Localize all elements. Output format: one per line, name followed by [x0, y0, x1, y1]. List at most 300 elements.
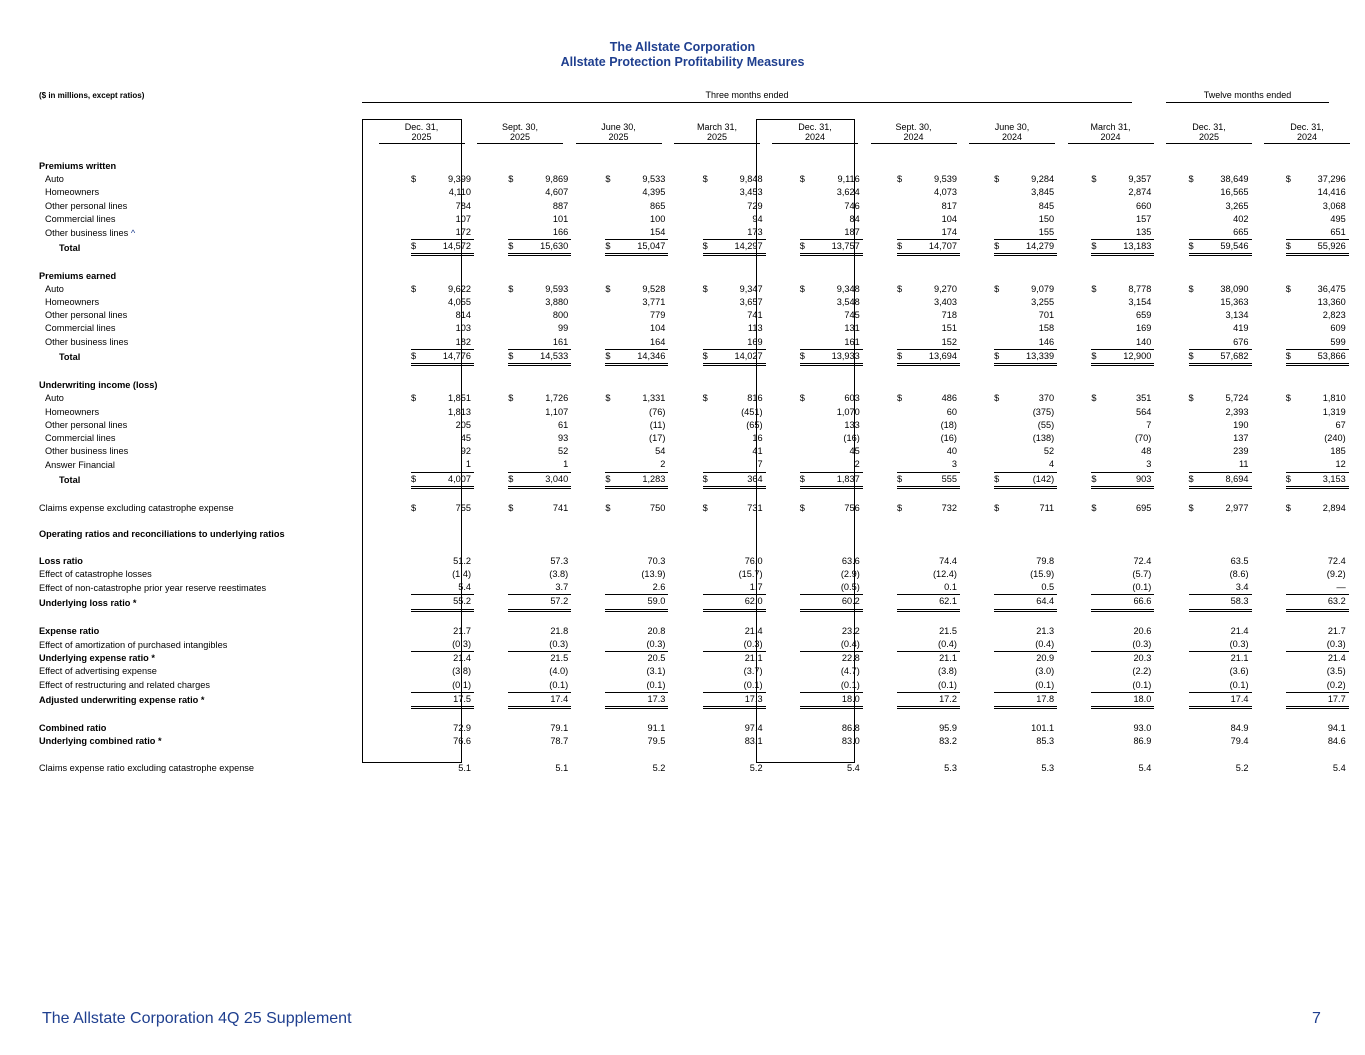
row-label-text: Other business lines	[45, 446, 129, 457]
value-cell	[976, 679, 1073, 693]
value-text: 164	[650, 336, 666, 347]
value-cell	[393, 722, 490, 735]
row-label	[36, 693, 393, 709]
dollar-sign	[703, 762, 713, 775]
value-cell	[1171, 542, 1268, 555]
value-cell	[393, 366, 490, 379]
value-text: 9,622	[448, 283, 472, 294]
dollar-sign	[508, 693, 518, 706]
dollar-sign	[605, 652, 615, 665]
dollar-sign	[411, 722, 421, 735]
value-cell	[685, 568, 782, 581]
value-cell	[587, 458, 684, 472]
value-text: 20.6	[1133, 625, 1152, 636]
value-cell	[685, 555, 782, 568]
value-text: 800	[552, 310, 569, 321]
value-cell	[976, 652, 1073, 665]
dollar-sign	[994, 638, 1004, 651]
value-cell	[782, 445, 879, 458]
value-cell	[976, 693, 1073, 709]
value-cell	[587, 336, 684, 350]
value-text: 750	[650, 503, 666, 514]
dollar-sign: $	[896, 283, 903, 294]
dollar-sign	[1091, 200, 1101, 213]
column-header-year: 2025	[608, 132, 629, 142]
value-text: 83.1	[744, 736, 763, 747]
dollar-sign	[1189, 735, 1199, 748]
value-text: (18)	[940, 419, 957, 430]
row-label	[36, 160, 393, 173]
dollar-sign	[703, 568, 713, 581]
dollar-sign	[994, 679, 1004, 692]
table-row	[36, 735, 1365, 748]
row-label-text: Operating ratios and reconciliations to underlying ratios	[39, 529, 285, 540]
column-header-line: Sept. 30,	[895, 122, 932, 132]
value-text: 107	[455, 213, 472, 224]
value-cell	[1073, 296, 1170, 309]
value-text: 1	[465, 459, 472, 470]
value-cell	[587, 638, 684, 652]
value-cell	[1268, 595, 1365, 611]
value-cell	[1171, 489, 1268, 502]
dollar-sign	[1189, 693, 1199, 706]
value-cell	[879, 336, 976, 350]
value-text: (0.1)	[646, 679, 666, 690]
value-text: 8,694	[1225, 473, 1249, 484]
value-cell	[1073, 366, 1170, 379]
dollar-sign	[897, 458, 907, 471]
value-text: 169	[747, 336, 763, 347]
value-text: 2	[660, 459, 666, 470]
value-text: 161	[552, 336, 569, 347]
value-cell	[685, 309, 782, 322]
row-label	[36, 568, 393, 581]
dollar-sign	[994, 336, 1004, 349]
value-cell	[393, 379, 490, 392]
dollar-sign	[1286, 652, 1296, 665]
value-cell	[879, 502, 976, 515]
dollar-sign	[411, 555, 421, 568]
value-text: 60.2	[841, 596, 860, 607]
row-label-text: Auto	[45, 283, 64, 294]
dollar-sign	[411, 445, 421, 458]
row-label-text: Effect of amortization of purchased intangibles	[39, 639, 228, 650]
dollar-sign	[897, 419, 907, 432]
value-cell	[587, 445, 684, 458]
value-text: 660	[1135, 200, 1152, 211]
value-cell	[490, 693, 587, 709]
value-cell	[490, 709, 587, 722]
dollar-sign: $	[1285, 350, 1291, 361]
dollar-sign	[508, 595, 518, 608]
dollar-sign	[1286, 762, 1296, 775]
value-cell	[685, 256, 782, 269]
dollar-sign	[1286, 555, 1296, 568]
dollar-sign	[411, 679, 421, 692]
value-cell	[976, 379, 1073, 392]
value-text: 14,279	[1026, 241, 1055, 252]
spacer-row	[36, 489, 1365, 502]
value-cell	[1171, 665, 1268, 678]
dollar-sign	[1286, 200, 1296, 213]
row-label	[36, 735, 393, 748]
dollar-sign: $	[1188, 350, 1194, 361]
row-label-text: Premiums earned	[39, 270, 117, 281]
value-cell	[1171, 336, 1268, 350]
dollar-sign	[703, 336, 713, 349]
dollar-sign	[411, 213, 421, 226]
dollar-sign	[1189, 186, 1199, 199]
column-header-year: 2024	[1001, 132, 1023, 142]
value-text: 903	[1135, 473, 1152, 484]
dollar-sign	[411, 693, 421, 706]
column-header	[576, 122, 662, 144]
value-cell	[1073, 283, 1170, 296]
value-text: 3,453	[739, 187, 763, 198]
value-text: 9,079	[1031, 283, 1055, 294]
value-text: 7	[1146, 419, 1152, 430]
value-cell	[1268, 693, 1365, 709]
column-header	[1264, 122, 1350, 144]
value-cell	[976, 432, 1073, 445]
value-cell	[1073, 595, 1170, 611]
value-text: 1,837	[836, 473, 860, 484]
value-text: 20.9	[1036, 653, 1055, 664]
value-text: (3.1)	[646, 666, 666, 677]
value-cell	[976, 336, 1073, 350]
value-cell	[393, 432, 490, 445]
table-row	[36, 173, 1365, 186]
dollar-sign	[508, 200, 518, 213]
page-number: 7	[1312, 1010, 1321, 1027]
value-cell	[879, 458, 976, 472]
row-label	[36, 350, 393, 366]
value-text: 79.8	[1036, 555, 1055, 566]
value-cell	[782, 749, 879, 762]
value-cell	[782, 392, 879, 405]
value-cell	[879, 693, 976, 709]
value-cell	[1268, 336, 1365, 350]
value-text: 172	[455, 227, 472, 238]
value-text: 93.0	[1133, 723, 1152, 734]
value-text: 63.6	[841, 555, 860, 566]
dollar-sign	[800, 226, 810, 239]
value-cell	[490, 502, 587, 515]
dollar-sign	[508, 226, 518, 239]
value-text: 38,090	[1220, 283, 1249, 294]
value-cell	[587, 173, 684, 186]
dollar-sign	[1189, 419, 1199, 432]
value-text: 3,255	[1031, 297, 1055, 308]
value-text: 146	[1038, 336, 1055, 347]
value-cell	[1268, 283, 1365, 296]
row-label-text: Effect of non-catastrophe prior year reserve reestimates	[39, 582, 267, 593]
value-cell	[685, 226, 782, 240]
value-cell	[1171, 652, 1268, 665]
dollar-sign	[800, 762, 810, 775]
value-text: 887	[552, 200, 569, 211]
dollar-sign	[605, 762, 615, 775]
dollar-sign	[897, 213, 907, 226]
table-row	[36, 186, 1365, 199]
dollar-sign	[703, 309, 713, 322]
value-cell	[685, 693, 782, 709]
value-text: 21.7	[453, 625, 472, 636]
row-label	[36, 638, 393, 652]
value-cell	[587, 432, 684, 445]
dollar-sign: $	[1285, 503, 1291, 514]
value-cell	[587, 722, 684, 735]
value-cell	[976, 406, 1073, 419]
dollar-sign	[605, 296, 615, 309]
value-cell	[879, 270, 976, 283]
value-cell	[1073, 419, 1170, 432]
value-text: 66.6	[1133, 596, 1152, 607]
value-cell	[782, 160, 879, 173]
dollar-sign	[800, 581, 810, 594]
value-text: 13,933	[831, 350, 860, 361]
value-cell	[782, 270, 879, 283]
value-cell	[1268, 502, 1365, 515]
dollar-sign: $	[605, 473, 611, 484]
value-cell	[685, 445, 782, 458]
value-text: 15,630	[540, 241, 569, 252]
value-cell	[393, 502, 490, 515]
dollar-sign	[897, 665, 907, 678]
value-cell	[1171, 735, 1268, 748]
dollar-sign	[994, 458, 1004, 471]
value-cell	[879, 366, 976, 379]
value-cell	[685, 213, 782, 226]
dollar-sign: $	[508, 473, 514, 484]
row-label	[36, 612, 393, 625]
dollar-sign	[994, 625, 1004, 638]
row-label-text: Underlying expense ratio *	[39, 653, 155, 664]
dollar-sign	[703, 665, 713, 678]
value-cell	[685, 322, 782, 335]
dollar-sign	[411, 336, 421, 349]
value-cell	[879, 322, 976, 335]
column-header-year: 2024	[1100, 132, 1121, 142]
table-row	[36, 762, 1365, 775]
value-text: 38,649	[1220, 174, 1249, 185]
value-text: 21.4	[453, 653, 472, 664]
value-cell	[976, 555, 1073, 568]
value-text: 755	[455, 503, 472, 514]
value-cell	[976, 722, 1073, 735]
value-text: 45	[460, 433, 472, 444]
row-label-text: Loss ratio	[39, 555, 83, 566]
dollar-sign	[703, 406, 713, 419]
value-text: 76.0	[744, 555, 763, 566]
row-label	[36, 392, 393, 405]
value-text: 4,007	[448, 473, 472, 484]
dollar-sign: $	[605, 350, 611, 361]
value-cell	[1268, 309, 1365, 322]
value-cell	[587, 709, 684, 722]
value-cell	[879, 419, 976, 432]
row-label-text: Underlying combined ratio *	[39, 736, 162, 747]
value-cell	[587, 406, 684, 419]
value-cell	[976, 240, 1073, 256]
dollar-sign	[605, 322, 615, 335]
dollar-sign	[605, 693, 615, 706]
value-cell	[1171, 749, 1268, 762]
value-cell	[490, 226, 587, 240]
value-cell	[879, 226, 976, 240]
dollar-sign	[508, 555, 518, 568]
value-text: 3.4	[1235, 582, 1249, 593]
dollar-sign	[508, 336, 518, 349]
dollar-sign	[411, 296, 421, 309]
value-text: 4,607	[545, 187, 569, 198]
value-text: 104	[650, 323, 666, 334]
row-label	[36, 283, 393, 296]
table-row	[36, 160, 1365, 173]
dollar-sign	[1091, 555, 1101, 568]
value-text: (375)	[1032, 406, 1055, 417]
value-cell	[782, 226, 879, 240]
value-cell	[782, 762, 879, 775]
value-text: 21.7	[1327, 625, 1346, 636]
row-label-text: Other personal lines	[45, 419, 128, 430]
row-label	[36, 489, 393, 502]
dollar-sign	[800, 693, 810, 706]
dollar-sign	[411, 309, 421, 322]
value-cell	[879, 186, 976, 199]
dollar-sign	[1091, 679, 1101, 692]
value-cell	[490, 173, 587, 186]
dollar-sign: $	[508, 350, 514, 361]
value-cell	[685, 735, 782, 748]
dollar-sign	[1286, 226, 1296, 239]
value-cell	[587, 679, 684, 693]
value-cell	[587, 366, 684, 379]
value-cell	[1171, 379, 1268, 392]
value-cell	[1268, 473, 1365, 489]
value-text: 1,107	[545, 406, 569, 417]
value-cell	[976, 366, 1073, 379]
value-text: 2,894	[1322, 503, 1346, 514]
value-text: 113	[747, 323, 763, 334]
value-cell	[490, 542, 587, 555]
value-cell	[1073, 568, 1170, 581]
value-text: 3,624	[836, 187, 860, 198]
dollar-sign: $	[1091, 174, 1097, 185]
value-text: (142)	[1032, 473, 1055, 484]
dollar-sign	[1286, 693, 1296, 706]
dollar-sign	[897, 595, 907, 608]
twelve-months-rule	[1166, 102, 1329, 103]
value-cell	[685, 432, 782, 445]
value-cell	[587, 392, 684, 405]
dollar-sign	[703, 296, 713, 309]
value-text: 131	[844, 323, 860, 334]
value-cell	[393, 186, 490, 199]
value-text: 94	[752, 213, 763, 224]
value-text: 205	[455, 419, 472, 430]
value-cell	[1171, 568, 1268, 581]
value-text: (0.1)	[452, 679, 472, 690]
value-cell	[1268, 528, 1365, 541]
dollar-sign: $	[799, 503, 805, 514]
value-cell	[1171, 445, 1268, 458]
dollar-sign: $	[994, 174, 1000, 185]
dollar-sign	[508, 309, 518, 322]
dollar-sign	[1091, 406, 1101, 419]
value-cell	[1268, 542, 1365, 555]
value-text: 14,346	[637, 350, 666, 361]
dollar-sign	[800, 638, 810, 651]
dollar-sign: $	[702, 283, 708, 294]
value-cell	[879, 200, 976, 213]
column-header	[1166, 122, 1252, 144]
value-text: 54	[655, 446, 666, 457]
value-cell	[1171, 366, 1268, 379]
value-cell	[685, 392, 782, 405]
value-text: 9,116	[837, 174, 860, 185]
value-text: 52	[1043, 446, 1055, 457]
dollar-sign	[703, 419, 713, 432]
dollar-sign	[1189, 213, 1199, 226]
value-cell	[879, 749, 976, 762]
value-cell	[393, 762, 490, 775]
dollar-sign: $	[896, 393, 903, 404]
row-label-text: Underlying loss ratio *	[39, 597, 137, 608]
dollar-sign: $	[994, 283, 1000, 294]
value-text: 817	[941, 200, 957, 211]
value-text: 3	[1146, 459, 1152, 470]
row-label-text: Claims expense ratio excluding catastrophe expense	[39, 762, 255, 773]
value-text: 2,977	[1225, 503, 1249, 514]
value-cell	[782, 528, 879, 541]
value-cell	[879, 432, 976, 445]
row-label	[36, 336, 393, 350]
value-text: 23.2	[841, 625, 860, 636]
value-cell	[1171, 502, 1268, 515]
value-cell	[1073, 392, 1170, 405]
value-cell	[1171, 160, 1268, 173]
value-text: 5.4	[1138, 762, 1152, 773]
value-text: (0.3)	[1229, 639, 1249, 650]
value-text: 21.3	[1036, 625, 1055, 636]
value-cell	[685, 528, 782, 541]
value-cell	[393, 555, 490, 568]
dollar-sign: $	[1285, 283, 1291, 294]
value-cell	[393, 489, 490, 502]
value-text: 57.3	[550, 555, 569, 566]
dollar-sign	[605, 722, 615, 735]
value-text: 9,533	[642, 174, 666, 185]
row-label	[36, 213, 393, 226]
row-label-text: Underwriting income (loss)	[39, 380, 158, 391]
row-label	[36, 749, 393, 762]
value-cell	[879, 722, 976, 735]
column-header-year: 2024	[804, 132, 826, 142]
value-text: 665	[1233, 227, 1249, 238]
value-text: 17.4	[1230, 693, 1249, 704]
value-text: (9.2)	[1326, 569, 1346, 580]
row-label-text: Auto	[45, 174, 64, 185]
table-row	[36, 458, 1365, 472]
value-cell	[587, 542, 684, 555]
value-cell	[782, 432, 879, 445]
value-cell	[587, 296, 684, 309]
value-text: 741	[747, 310, 763, 321]
value-cell	[587, 270, 684, 283]
dollar-sign: $	[411, 241, 417, 252]
dollar-sign: $	[1091, 241, 1097, 252]
